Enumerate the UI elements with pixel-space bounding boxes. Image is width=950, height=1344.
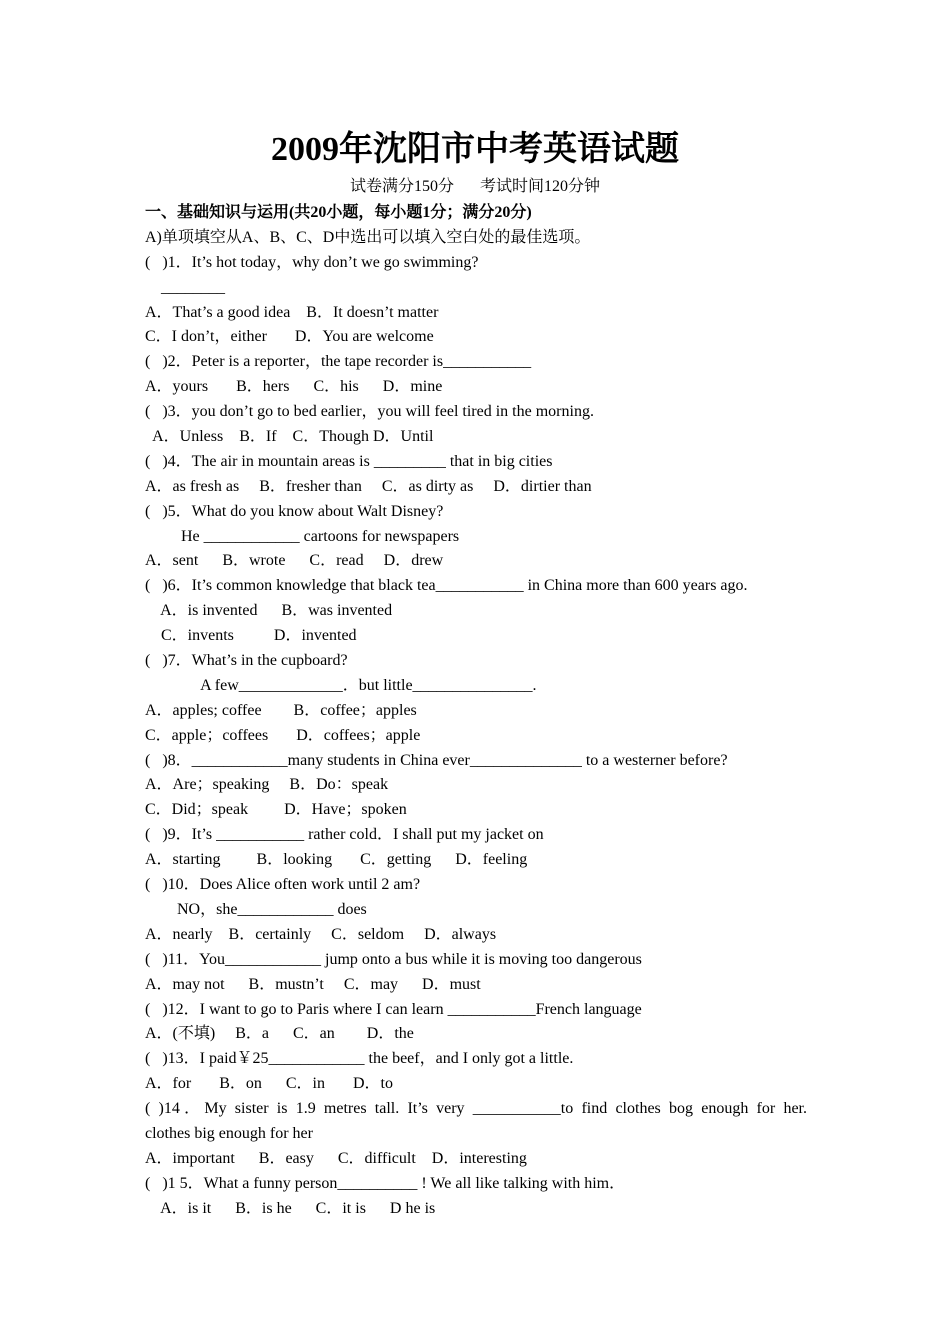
options-line: C．Did；speak D．Have；spoken [145,801,407,819]
question-line: ( )2．Peter is a reporter，the tape recorder is___________ [145,353,532,371]
exam-time-text: 考试时间120分钟 [480,178,601,195]
question-reply-line: NO，she____________ does [145,900,367,918]
options-line: A．Are；speaking B．Do：speak [145,776,389,794]
options-line: A．is it B．is he C．it is D he is [145,1199,436,1217]
options-line: A．yours B．hers C．his D．mine [145,378,443,396]
question-line: ( )9．It’s ___________ rather cold．I shall put my jacket on [145,826,544,844]
options-line: A．(不填) B．a C．an D．the [145,1025,414,1043]
options-line: A．starting B．looking C．getting D．feeling [145,851,528,869]
question-line: ( )4．The air in mountain areas is _________ that in big cities [145,452,553,470]
question-reply-line: A few_____________．but little_______________. [145,676,537,694]
full-score-text: 试卷满分150分 [349,178,454,195]
question-line: ( )1 5．What a funny person__________ ! We all like talking with him． [145,1174,626,1192]
question-line: ( )11．You____________ jump onto a bus while it is moving too dangerous [145,950,642,968]
question-line: ( )14．My sister is 1.9 metres tall. It’s very ___________to find clothes bog enough for her. [145,1100,807,1118]
section-instruction: A)单项填空从A、B、C、D中选出可以填入空白处的最佳选项。 [145,228,591,246]
options-line: A．as fresh as B．fresher than C．as dirty as D．dirtier than [145,477,592,495]
options-line: A．important B．easy C．difficult D．interesting [145,1149,527,1167]
options-line: A．apples; coffee B．coffee；apples [145,701,417,719]
question-continuation-line: clothes big enough for her [145,1124,313,1142]
question-line: ( )7．What’s in the cupboard? [145,652,348,670]
answer-blank-line: ________ [145,278,225,296]
question-line: ( )3．you don’t go to bed earlier，you will feel tired in the morning. [145,403,594,421]
question-line: ( )13．I paid￥25____________ the beef，and I only got a little. [145,1050,574,1068]
exam-info [0,176,950,198]
options-line: A．sent B．wrote C．read D．drew [145,552,444,570]
options-line: A．is invented B．was invented [145,602,393,620]
exam-body [145,201,807,1222]
question-line: ( )8．____________many students in China ever______________ to a westerner before? [145,751,728,769]
options-line: C．I don’t，either D．You are welcome [145,328,434,346]
question-line: ( )6．It’s common knowledge that black tea___________ in China more than 600 years ago. [145,577,748,595]
options-line: C．apple；coffees D．coffees；apple [145,726,421,744]
question-line: ( )1．It’s hot today，why don’t we go swimming? [145,253,479,271]
question-line: ( )10．Does Alice often work until 2 am? [145,876,421,894]
section-heading: 一、基础知识与运用(共20小题，每小题1分；满分20分) [145,204,532,221]
options-line: A．Unless B．If C．Though D．Until [145,428,434,446]
question-reply-line: He ____________ cartoons for newspapers [145,527,460,545]
page-title: 2009年沈阳市中考英语试题 [271,131,679,168]
question-line: ( )12．I want to go to Paris where I can learn ___________French language [145,1000,642,1018]
options-line: A．for B．on C．in D．to [145,1075,394,1093]
options-line: A．nearly B．certainly C．seldom D．always [145,925,497,943]
options-line: C．invents D．invented [145,627,357,645]
question-line: ( )5．What do you know about Walt Disney? [145,502,444,520]
options-line: A．That’s a good idea B．It doesn’t matter [145,303,439,321]
options-line: A．may not B．mustn’t C．may D．must [145,975,481,993]
